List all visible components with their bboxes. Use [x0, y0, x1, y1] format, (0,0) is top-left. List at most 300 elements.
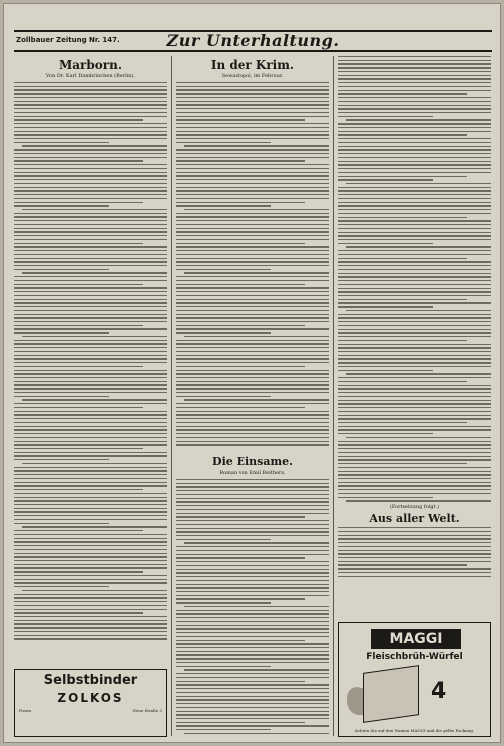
text-line [338, 198, 491, 199]
text-line [14, 444, 167, 445]
text-line [14, 284, 143, 285]
text-line [176, 220, 329, 221]
text-line [338, 396, 491, 397]
text-line [14, 627, 167, 628]
text-line [338, 471, 491, 472]
text-line [176, 190, 329, 191]
text-line [176, 422, 329, 423]
text-line [176, 392, 329, 393]
text-line [176, 131, 329, 132]
text-line [14, 351, 167, 352]
text-line [176, 258, 329, 259]
text-line [14, 422, 167, 423]
text-line [176, 246, 329, 247]
text-line [176, 328, 329, 329]
text-line [184, 336, 329, 337]
text-line [338, 482, 491, 483]
text-line [176, 291, 329, 292]
article-body [338, 527, 491, 577]
text-line [14, 112, 167, 113]
text-line [176, 531, 329, 532]
text-line [176, 384, 329, 385]
text-line [176, 168, 329, 169]
text-line [338, 400, 491, 401]
text-line [176, 444, 329, 445]
text-line [176, 347, 329, 348]
text-line [338, 448, 491, 449]
masthead [14, 30, 492, 52]
text-line [14, 377, 167, 378]
text-line [176, 729, 271, 730]
text-line [176, 546, 329, 547]
text-line [176, 677, 329, 678]
text-line [338, 269, 491, 270]
text-line [176, 302, 329, 303]
text-line [176, 703, 329, 704]
ad-address: Neue Straße 3 [132, 708, 162, 713]
text-line [14, 239, 167, 240]
text-line [14, 183, 167, 184]
text-line [176, 580, 329, 581]
text-line [176, 231, 329, 232]
text-line [14, 362, 167, 363]
text-line [176, 332, 271, 333]
text-line [338, 179, 433, 180]
text-line [14, 597, 167, 598]
text-line [338, 332, 491, 333]
text-line [176, 310, 329, 311]
text-line [14, 511, 167, 512]
ad-price: 4 [431, 679, 447, 704]
text-line [14, 149, 167, 150]
text-line [338, 392, 491, 393]
text-line [176, 295, 329, 296]
text-line [338, 60, 491, 61]
text-line [14, 567, 167, 568]
text-line [338, 280, 491, 281]
text-line [338, 388, 491, 389]
text-line [176, 528, 329, 529]
text-line [14, 187, 167, 188]
text-line [176, 688, 329, 689]
text-line [176, 490, 329, 491]
text-line [14, 250, 167, 251]
text-line [338, 535, 491, 536]
text-line [176, 569, 329, 570]
text-line [338, 243, 433, 244]
text-line [14, 190, 167, 191]
text-line [176, 116, 329, 117]
text-line [14, 89, 167, 90]
text-line [338, 273, 491, 274]
text-line [338, 86, 491, 87]
text-line [14, 325, 143, 326]
text-line [176, 243, 305, 244]
text-line [14, 541, 167, 542]
text-line [14, 609, 167, 610]
article-body [338, 56, 491, 502]
text-line [176, 213, 329, 214]
text-line [14, 370, 167, 371]
text-line [338, 478, 491, 479]
text-line [338, 531, 491, 532]
text-line [176, 172, 329, 173]
text-line [338, 370, 433, 371]
text-line [338, 82, 491, 83]
text-line [338, 302, 491, 303]
text-line [14, 194, 167, 195]
text-line [176, 164, 329, 165]
text-line [176, 157, 329, 158]
text-line [338, 168, 491, 169]
text-line [338, 325, 491, 326]
text-line [338, 433, 433, 434]
text-line [14, 358, 167, 359]
text-line [176, 355, 329, 356]
text-line [176, 696, 329, 697]
text-line [14, 291, 167, 292]
text-line [176, 381, 329, 382]
text-line [338, 146, 491, 147]
text-line [14, 497, 167, 498]
column-1 [14, 56, 167, 736]
text-line [338, 265, 491, 266]
text-line [14, 485, 167, 486]
text-line [14, 467, 167, 468]
text-line [176, 640, 305, 641]
text-line [14, 616, 167, 617]
text-line [14, 265, 167, 266]
text-line [14, 160, 143, 161]
column-divider [171, 56, 172, 736]
text-line [14, 441, 167, 442]
text-line [14, 519, 167, 520]
text-line [176, 595, 329, 596]
text-line [338, 366, 491, 367]
text-line [176, 280, 329, 281]
text-line [176, 636, 329, 637]
selbstbinder-ad [14, 669, 167, 737]
text-line [338, 561, 491, 562]
text-line [176, 104, 329, 105]
text-line [176, 239, 329, 240]
text-line [176, 183, 329, 184]
text-line [338, 213, 491, 214]
text-line [176, 602, 271, 603]
text-line [14, 474, 167, 475]
text-line [14, 332, 109, 333]
text-line [176, 202, 305, 203]
text-line [338, 228, 491, 229]
text-line [14, 205, 109, 206]
text-line [14, 299, 167, 300]
text-line [176, 175, 329, 176]
text-line [338, 550, 491, 551]
text-line [176, 138, 329, 139]
text-line [338, 63, 491, 64]
text-line [176, 343, 329, 344]
text-line [338, 108, 491, 109]
ad-city: Posen [19, 708, 31, 713]
article-body [14, 82, 167, 640]
text-line [338, 112, 491, 113]
text-line [338, 489, 491, 490]
text-line [338, 78, 491, 79]
text-line [176, 160, 305, 161]
text-line [14, 280, 167, 281]
text-line [176, 613, 329, 614]
text-line [176, 101, 329, 102]
text-line [22, 463, 167, 464]
article-title-krim: In der Krim. [210, 58, 295, 72]
text-line [176, 299, 329, 300]
text-line [338, 429, 491, 430]
text-line [14, 310, 167, 311]
text-line [338, 205, 491, 206]
text-line [14, 168, 167, 169]
text-line [14, 366, 143, 367]
text-line [176, 194, 329, 195]
text-line [14, 594, 167, 595]
text-line [22, 590, 167, 591]
text-line [14, 534, 167, 535]
text-line [338, 467, 491, 468]
text-line [176, 509, 329, 510]
text-line [176, 269, 271, 270]
text-line [338, 295, 491, 296]
text-line [14, 433, 167, 434]
text-line [176, 153, 329, 154]
text-line [176, 632, 329, 633]
text-line [338, 564, 467, 565]
text-line [176, 722, 305, 723]
text-line [14, 355, 167, 356]
text-line [338, 568, 491, 569]
text-line [176, 662, 329, 663]
text-line [14, 235, 167, 236]
text-line [176, 550, 329, 551]
text-line [14, 523, 109, 524]
text-line [176, 254, 329, 255]
text-line [338, 284, 491, 285]
text-line [14, 198, 167, 199]
text-line [14, 381, 167, 382]
text-line [176, 433, 329, 434]
text-line [176, 314, 329, 315]
text-line [14, 500, 167, 501]
text-line [14, 343, 167, 344]
text-line [14, 564, 167, 565]
text-line [338, 444, 491, 445]
text-line [176, 714, 329, 715]
text-line [338, 553, 491, 554]
text-line [14, 373, 167, 374]
text-line [176, 658, 329, 659]
text-line [14, 515, 167, 516]
text-line [14, 459, 109, 460]
text-line [338, 101, 491, 102]
text-line [338, 485, 491, 486]
text-line [338, 538, 491, 539]
text-line [338, 261, 491, 262]
text-line [176, 718, 329, 719]
text-line [338, 572, 491, 573]
text-line [176, 265, 329, 266]
text-line [176, 501, 329, 502]
text-line [338, 576, 491, 577]
text-line [176, 628, 329, 629]
text-line [14, 276, 167, 277]
text-line [176, 617, 329, 618]
text-line [346, 437, 491, 438]
text-line [184, 606, 329, 607]
text-line [338, 134, 467, 135]
text-line [338, 493, 491, 494]
text-line [338, 190, 491, 191]
text-line [14, 224, 167, 225]
text-line [14, 638, 167, 639]
text-line [14, 220, 167, 221]
text-line [176, 505, 329, 506]
text-line [176, 82, 329, 83]
text-line [176, 587, 329, 588]
ad-brand: ZOLKOS [57, 691, 124, 705]
text-line [14, 545, 167, 546]
text-line [338, 321, 491, 322]
text-line [338, 422, 467, 423]
text-line [176, 666, 271, 667]
article-body [176, 479, 329, 736]
text-line [338, 288, 491, 289]
text-line [176, 205, 271, 206]
text-line [14, 164, 167, 165]
text-line [176, 149, 329, 150]
text-line [14, 213, 167, 214]
text-line [14, 175, 167, 176]
text-line [338, 542, 491, 543]
text-line [14, 582, 167, 583]
text-line [338, 138, 491, 139]
text-line [338, 209, 491, 210]
text-line [176, 429, 329, 430]
text-line [176, 699, 329, 700]
text-line [338, 220, 491, 221]
article-body [176, 82, 329, 446]
text-line [176, 261, 329, 262]
text-line [338, 377, 491, 378]
text-line [14, 448, 143, 449]
text-line [176, 513, 329, 514]
text-line [176, 362, 329, 363]
text-line [176, 321, 329, 322]
text-line [14, 153, 167, 154]
text-line [338, 176, 467, 177]
text-line [14, 86, 167, 87]
text-line [338, 75, 491, 76]
text-line [14, 321, 167, 322]
text-line [176, 403, 329, 404]
text-line [338, 172, 491, 173]
text-line [176, 127, 329, 128]
text-line [338, 355, 491, 356]
text-line [176, 377, 329, 378]
text-line [338, 153, 491, 154]
text-line [14, 411, 167, 412]
text-line [176, 187, 329, 188]
text-line [14, 556, 167, 557]
text-line [14, 287, 167, 288]
text-line [176, 524, 329, 525]
newspaper-page [3, 3, 501, 743]
text-line [176, 284, 305, 285]
text-line [184, 209, 329, 210]
text-line [14, 418, 167, 419]
text-line [14, 314, 167, 315]
text-line [14, 426, 167, 427]
text-line [14, 571, 143, 572]
ad-note: Achten Sie auf den Namen MAGGI und die gelbe Packung. [354, 728, 475, 733]
text-line [176, 388, 329, 389]
text-line [22, 336, 167, 337]
text-line [14, 142, 109, 143]
text-line [176, 725, 329, 726]
text-line [176, 366, 305, 367]
cube-illustration [363, 665, 419, 723]
text-line [338, 157, 491, 158]
article-byline: Von Dr. Karl Dambrinchen (Berlin). [45, 73, 136, 79]
text-line [176, 396, 271, 397]
text-line [14, 403, 167, 404]
column-2 [176, 56, 329, 736]
text-line [176, 123, 329, 124]
text-line [176, 479, 329, 480]
text-line [338, 224, 491, 225]
text-line [176, 235, 329, 236]
text-line [338, 202, 491, 203]
text-line [14, 549, 167, 550]
text-line [14, 243, 143, 244]
text-line [338, 217, 467, 218]
text-line [176, 673, 329, 674]
text-line [14, 216, 167, 217]
text-line [14, 612, 143, 613]
text-line [14, 429, 167, 430]
text-line [176, 198, 329, 199]
text-line [14, 119, 143, 120]
text-line [338, 142, 491, 143]
text-line [14, 579, 167, 580]
text-line [14, 470, 167, 471]
text-line [338, 67, 491, 68]
text-line [14, 340, 167, 341]
text-line [14, 623, 167, 624]
text-line [176, 561, 329, 562]
text-line [176, 576, 329, 577]
text-line [338, 164, 491, 165]
text-line [338, 452, 491, 453]
text-line [176, 643, 329, 644]
text-line [346, 310, 491, 311]
text-line [14, 157, 167, 158]
text-line [14, 392, 167, 393]
text-line [338, 93, 467, 94]
text-line [176, 681, 305, 682]
text-line [14, 396, 109, 397]
text-line [338, 123, 491, 124]
text-line [176, 86, 329, 87]
text-line [338, 317, 491, 318]
text-line [14, 231, 167, 232]
